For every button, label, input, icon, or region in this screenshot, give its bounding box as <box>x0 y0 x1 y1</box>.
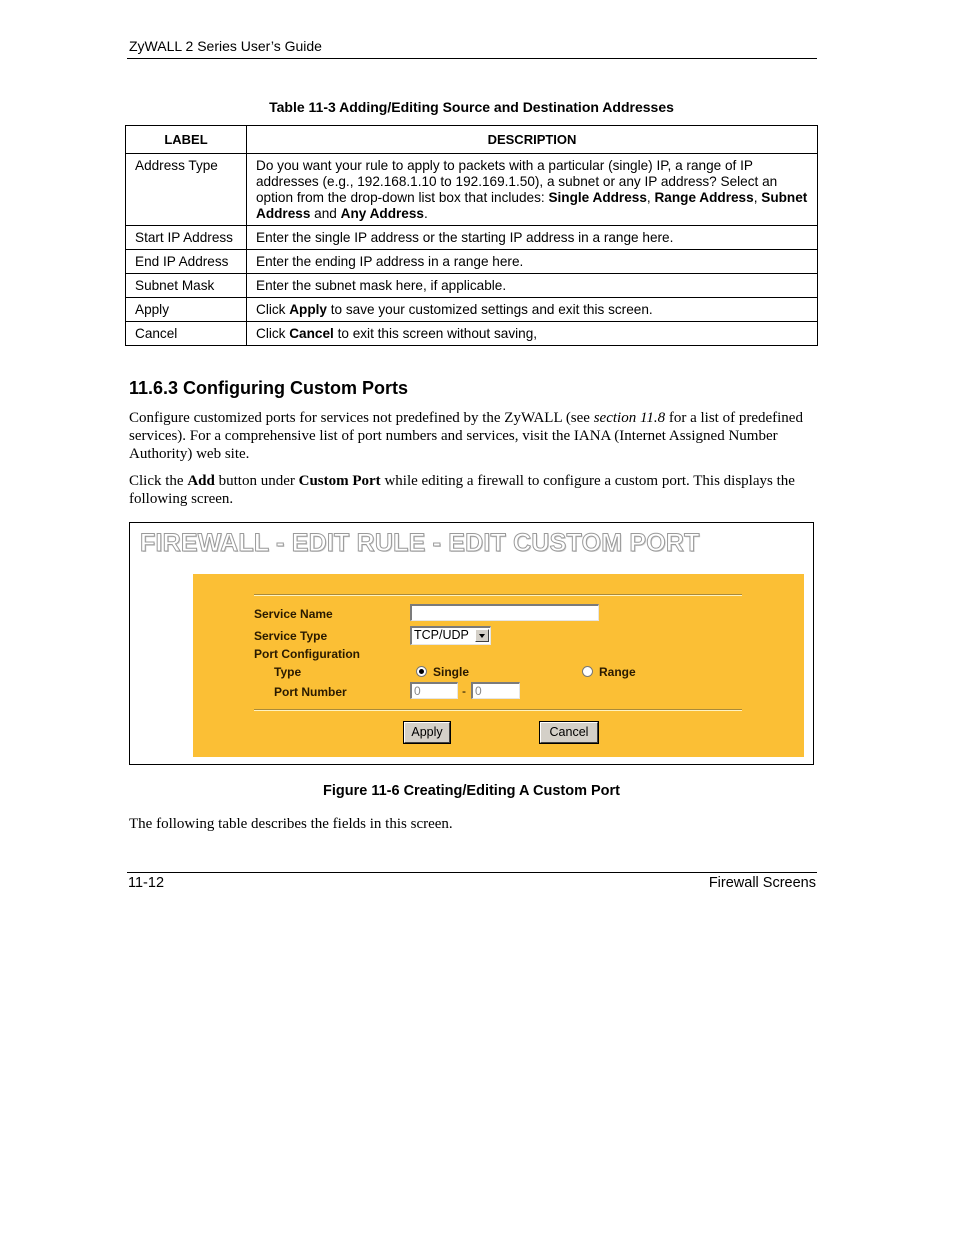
service-name-input[interactable] <box>410 604 599 621</box>
table-row <box>126 226 818 250</box>
section-heading: 11.6.3 Configuring Custom Ports <box>129 378 409 398</box>
row-label: End IP Address <box>126 250 247 274</box>
row-label: Apply <box>126 298 247 322</box>
single-radio[interactable] <box>416 666 427 677</box>
panel-divider-bottom <box>254 709 742 711</box>
running-header: ZyWALL 2 Series User’s Guide <box>129 38 322 54</box>
range-radio[interactable] <box>582 666 593 677</box>
port-number-label: Port Number <box>274 685 347 699</box>
row-description: Enter the ending IP address in a range here. <box>247 250 818 274</box>
service-type-label: Service Type <box>254 629 328 643</box>
chevron-down-icon[interactable] <box>475 629 489 642</box>
table-row <box>126 274 818 298</box>
following-paragraph: The following table describes the fields in this screen. <box>129 816 453 832</box>
instruction-paragraph: Click the Add button under Custom Port while editing a firewall to configure a custom port. This displays the following screen. <box>129 473 795 507</box>
column-header-label: LABEL <box>126 126 247 154</box>
table-row <box>126 154 818 226</box>
panel-divider-top <box>254 594 742 596</box>
port-configuration-label: Port Configuration <box>254 647 360 661</box>
figure-screenshot <box>129 522 814 765</box>
row-description: Do you want your rule to apply to packets with a particular (single) IP, a range of IP addresses (e.g., 192.168.1.10 to 192.169.1.50), a subnet or any IP address? Select an option from the drop-down list box that includes: Single Address, Range Address, Subnet Address and Any Address. <box>247 154 818 226</box>
row-description: Click Apply to save your customized settings and exit this screen. <box>247 298 818 322</box>
row-description: Enter the single IP address or the starting IP address in a range here. <box>247 226 818 250</box>
cancel-button[interactable]: Cancel <box>540 722 598 743</box>
form-panel <box>193 574 804 757</box>
figure-caption: Figure 11-6 Creating/Editing A Custom Port <box>322 783 620 799</box>
chapter-name: Firewall Screens <box>708 875 816 891</box>
intro-paragraph: Configure customized ports for services not predefined by the ZyWALL (see section 11.8 for a list of predefined services). For a comprehensive list of port numbers and services, visit the IANA (Internet Assigned Number Authority) web site. <box>129 410 803 462</box>
section-reference: section 11.8 <box>593 410 666 426</box>
page-number: 11-12 <box>128 875 165 891</box>
port-separator: - <box>462 684 466 698</box>
service-type-value: TCP/UDP <box>414 628 469 642</box>
port-end-input[interactable]: 0 <box>471 682 520 699</box>
row-label: Start IP Address <box>126 226 247 250</box>
range-label: Range <box>599 665 636 679</box>
screen-title: FIREWALL - EDIT RULE - EDIT CUSTOM PORT <box>140 529 700 557</box>
type-label: Type <box>274 665 302 679</box>
port-start-input[interactable]: 0 <box>410 682 458 699</box>
apply-button[interactable]: Apply <box>404 722 450 743</box>
table-row <box>126 250 818 274</box>
row-label: Address Type <box>126 154 247 226</box>
header-rule <box>127 58 817 59</box>
table-row <box>126 298 818 322</box>
column-header-description: DESCRIPTION <box>247 126 818 154</box>
service-type-select[interactable] <box>410 626 491 645</box>
single-label: Single <box>433 665 470 679</box>
row-label: Cancel <box>126 322 247 346</box>
row-description: Click Cancel to exit this screen without saving, <box>247 322 818 346</box>
description-table <box>125 125 818 346</box>
row-description: Enter the subnet mask here, if applicable. <box>247 274 818 298</box>
table-caption: Table 11-3 Adding/Editing Source and Destination Addresses <box>269 99 674 115</box>
table-header-row <box>126 126 818 154</box>
table-row <box>126 322 818 346</box>
row-label: Subnet Mask <box>126 274 247 298</box>
footer-rule <box>127 872 817 873</box>
service-name-label: Service Name <box>254 607 333 621</box>
